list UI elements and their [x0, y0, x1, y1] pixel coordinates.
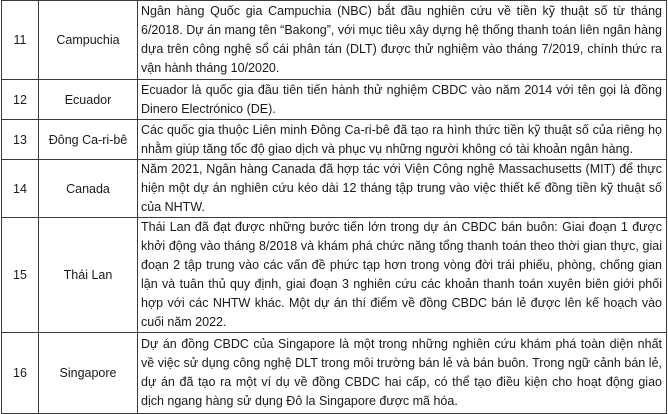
country-description: Ecuador là quốc gia đầu tiên tiến hành thử nghiệm CBDC vào năm 2014 với tên gọi là đồng Dinero Electrónico (DE).: [138, 80, 667, 120]
country-name: Đông Ca-ri-bê: [39, 120, 138, 160]
row-number: 16: [2, 333, 39, 414]
row-number: 14: [2, 160, 39, 218]
country-description: Dự án đồng CBDC của Singapore là một trong những nghiên cứu khám phá toàn diện nhất về việc sử dụng công nghệ DLT trong môi trường bán lẻ và bán buôn. Trong ngữ cảnh bán lẻ, dự án đã tạo ra một ví dụ về đồng CBDC hai cấp, có thể tạo điều kiện cho hoạt động giao dịch ngang hàng sử dụng Đô la Singapore được mã hóa.: [138, 333, 667, 414]
table-row: [2, 1, 667, 80]
cbdc-country-table: [1, 0, 667, 414]
table-row: [2, 218, 667, 333]
country-name: Campuchia: [39, 1, 138, 80]
country-name: Thái Lan: [39, 218, 138, 333]
row-number: 13: [2, 120, 39, 160]
country-name: Ecuador: [39, 80, 138, 120]
row-number: 15: [2, 218, 39, 333]
country-description: Các quốc gia thuộc Liên minh Đông Ca-ri-bê đã tạo ra hình thức tiền kỹ thuật số của riêng họ nhằm giúp tăng tốc độ giao dịch và phục vụ những người không có tài khoản ngân hàng.: [138, 120, 667, 160]
country-description: Ngân hàng Quốc gia Campuchia (NBC) bắt đầu nghiên cứu về tiền kỹ thuật số từ tháng 6/2018. Dự án mang tên “Bakong”, với mục tiêu xây dựng hệ thống thanh toán liên ngân hàng dựa trên công nghệ sổ cái phân tán (DLT) được thử nghiệm vào tháng 7/2019, chính thức ra vận hành tháng 10/2020.: [138, 1, 667, 80]
table-row: [2, 333, 667, 414]
row-number: 12: [2, 80, 39, 120]
cbdc-country-table-container: [1, 0, 667, 406]
table-row: [2, 160, 667, 218]
country-description: Thái Lan đã đạt được những bước tiến lớn trong dự án CBDC bán buôn: Giai đoạn 1 được khởi động vào tháng 8/2018 và khám phá chức năng tổng thanh toán theo thời gian thực, giai đoạn 2 tập trung vào các vấn đề phức tạp hơn trong vòng đời trái phiếu, phòng, chống gian lận và tuân thủ quy định, giai đoạn 3 nghiên cứu các khoản thanh toán xuyên biên giới phối hợp với các NHTW khác. Một dự án thí điểm về đồng CBDC bán lẻ được lên kế hoạch vào cuối năm 2022.: [138, 218, 667, 333]
country-name: Canada: [39, 160, 138, 218]
table-row: [2, 80, 667, 120]
country-name: Singapore: [39, 333, 138, 414]
row-number: 11: [2, 1, 39, 80]
country-description: Năm 2021, Ngân hàng Canada đã hợp tác với Viện Công nghệ Massachusetts (MIT) để thực hiện một dự án nghiên cứu kéo dài 12 tháng tập trung vào việc thiết kế đồng tiền kỹ thuật số của NHTW.: [138, 160, 667, 218]
table-row: [2, 120, 667, 160]
